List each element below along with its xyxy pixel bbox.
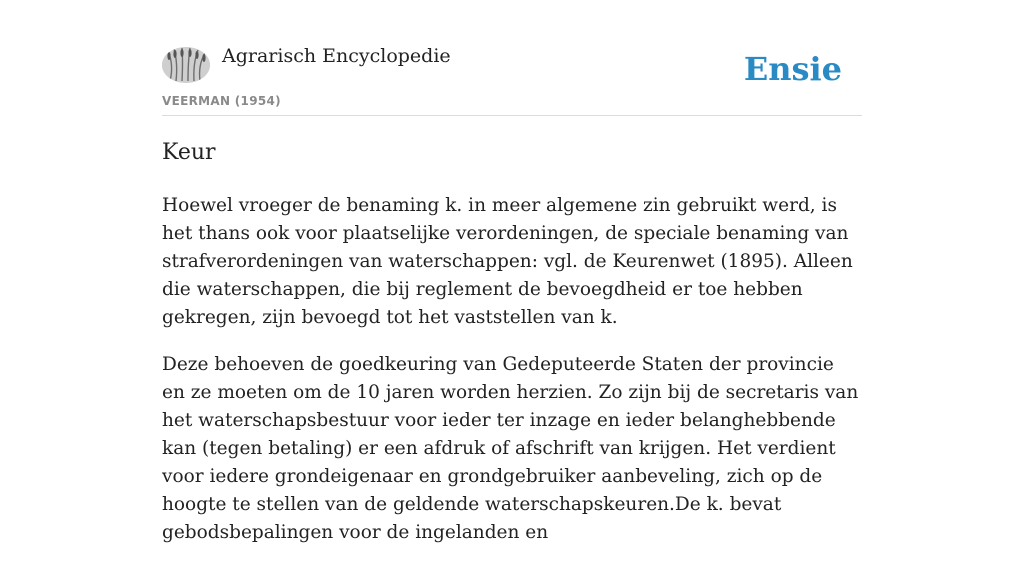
article-page xyxy=(162,0,862,543)
page-header xyxy=(162,0,862,116)
paragraph: Deze behoeven de goedkeuring van Gedeputeerde Staten der provincie en ze moeten om de 10 jaren worden herzien. Zo zijn bij de secretaris van het waterschapsbestuur voor ieder ter inzage en ieder belanghebbende kan (tegen betaling) er een afdruk of afschrift van krijgen. Het verdient voor iedere grondeigenaar en grondgebruiker aanbeveling, zich op de hoogte te stellen van de geldende waterschapskeuren.De k. bevat gebodsbepalingen voor de ingelanden en xyxy=(162,354,859,543)
wheat-logo-image xyxy=(162,47,210,83)
author-label: VEERMAN (1954) xyxy=(162,94,281,108)
paragraph: Hoewel vroeger de benaming k. in meer algemene zin gebruikt werd, is het thans ook voor plaatselijke verordeningen, de speciale benaming van strafverordeningen van waterschappen: vgl. de Keurenwet (1895). Alleen die waterschappen, die bij reglement de bevoegdheid er toe hebben gekregen, zijn bevoegd tot het vaststellen van k. xyxy=(162,195,853,328)
article-title: Keur xyxy=(162,140,216,165)
encyclopedia-name[interactable]: Agrarisch Encyclopedie xyxy=(222,45,451,67)
ensie-logo-link[interactable]: Ensie xyxy=(743,50,842,88)
article-body xyxy=(162,192,862,566)
